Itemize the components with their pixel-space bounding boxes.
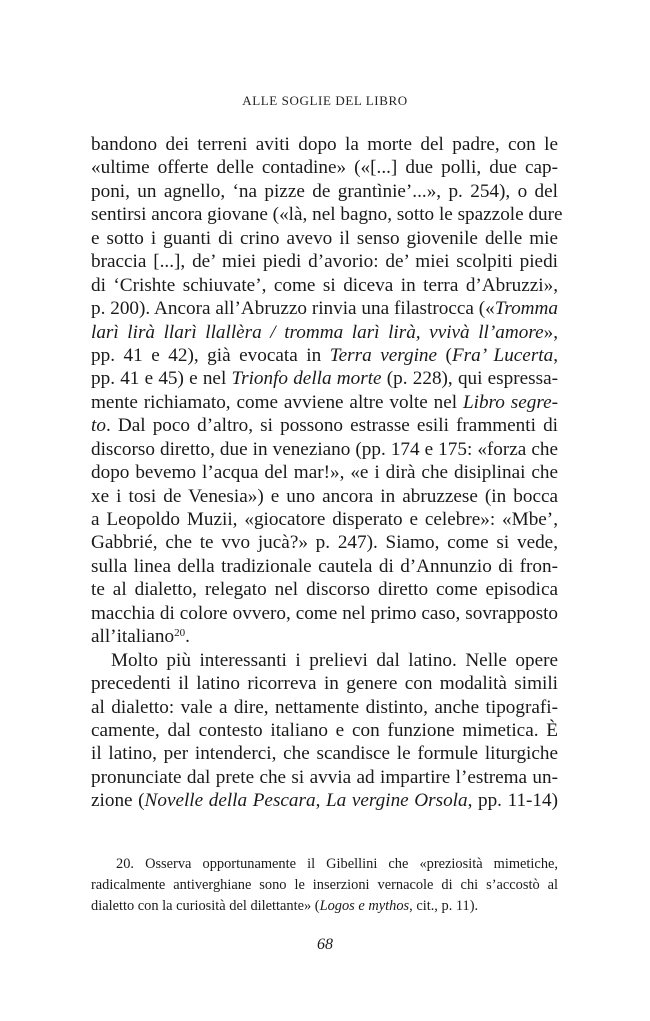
text-line [91,649,558,672]
text-line [91,367,558,390]
italic-run: to [91,415,106,437]
italic-run: Libro segre- [462,391,558,413]
text-line [91,672,558,695]
text-run: sulla linea della tradizionale cautela di d’Annunzio di fron- [91,555,558,577]
text-run: , pp. 11-14) [467,790,559,812]
italic-run: larì lirà llarì llallèra / tromma larì lirà, vvivà ll’amore [91,321,544,343]
text-run: . Dal poco d’altro, si possono estrasse esili frammenti di [105,415,558,437]
text-run: all’italiano [91,626,175,648]
text-line [91,508,558,531]
text-line [91,766,558,789]
text-line [91,555,558,578]
text-line [91,461,558,484]
text-run: e sotto i guanti di crino avevo il senso giovenile delle mie [91,227,558,249]
text-run: xe i tosi de Venesia») e uno ancora in abruzzese (in bocca [91,485,558,507]
text-run: zione ( [91,790,145,812]
text-line [91,485,558,508]
text-run: », [543,321,558,343]
italic-run: Novelle della Pescara [144,790,316,812]
text-line [91,742,558,765]
text-run: Gabbrié, che te vvo jucà?» p. 247). Siamo, come si vede, [91,532,558,554]
text-line [91,180,558,203]
text-line [91,602,558,625]
body-text [91,133,563,813]
text-run: macchia di colore ovvero, come nel primo caso, sovrapposto [91,602,558,624]
italic-run: La vergine Orsola [326,790,468,812]
text-run: dialetto con la curiosità del dilettante» ( [91,898,320,914]
text-line [91,274,558,297]
text-run: pronunciate dal prete che si avvia ad impartire l’estrema un- [91,766,558,788]
text-line [91,625,558,648]
text-run: pp. 41 e 45) e nel [91,368,232,390]
text-line [91,719,558,742]
text-line [91,227,558,250]
text-line [91,578,558,601]
text-line [91,414,558,437]
text-run: p. 200). Ancora all’Abruzzo rinvia una filastrocca (« [91,298,495,320]
text-run: pp. 41 e 42), già evocata in [91,344,330,366]
page-number: 68 [317,936,333,953]
italic-run: Fra’ Lucerta [451,344,554,366]
text-run: bandono dei terreni aviti dopo la morte del padre, con le [91,134,558,155]
text-line [91,696,558,719]
footnote [91,854,558,917]
text-run: , [553,344,559,366]
text-run: braccia [...], de’ miei piedi d’avorio: de’ miei scolpiti piedi [91,251,558,273]
text-run: al dialetto: vale a dire, nettamente distinto, anche tipografi- [91,696,558,718]
text-line [91,156,558,179]
text-run: a Leopoldo Muzii, «giocatore disperato e celebre»: «Mbe’, [91,509,558,530]
footnote-line [91,854,558,875]
text-run: dopo bevemo l’acqua del mar!», «e i dirà che disiplinai che [91,462,558,484]
text-line [91,789,558,812]
text-run: , cit., p. 11). [409,898,479,914]
text-line [91,250,558,273]
running-head: ALLE SOGLIE DEL LIBRO [242,93,408,108]
text-run: camente, dal contesto italiano e con funzione mimetica. È [91,719,558,741]
text-run: (p. 228), qui espressa- [381,368,558,390]
footnote-line [91,875,558,896]
text-run: , [315,790,326,812]
footnote-ref: 20 [174,627,186,640]
text-run: poni, un agnello, ‘na pizze de grantìnie’...», p. 254), o del [91,180,558,202]
text-run: . [185,626,190,648]
italic-run: Trionfo della morte [231,368,382,390]
text-run: 20. Osserva opportunamente il Gibellini che «preziosità mimetiche, [116,856,558,872]
text-line [91,133,558,156]
italic-run: Terra vergine [329,344,438,366]
text-run: «ultime offerte delle contadine» («[...] due polli, due cap- [91,157,558,179]
text-line [91,391,558,414]
text-run: ( [437,344,452,366]
text-run: di ‘Crishte schiuvate’, come si diceva in terra d’Abruzzi», [91,274,558,296]
text-run: precedenti il latino ricorreva in genere con modalità simili [91,673,558,695]
text-line [91,203,563,226]
text-run: mente richiamato, come avviene altre volte nel [91,391,463,413]
text-line [91,297,558,320]
text-run: radicalmente antiverghiane sono le inserzioni vernacole di chi s’accostò al [91,877,558,893]
italic-run: Tromma [494,298,558,320]
text-line [91,438,558,461]
text-run: discorso diretto, due in veneziano (pp. 174 e 175: «forza che [91,438,558,460]
text-run: Molto più interessanti i prelievi dal latino. Nelle opere [111,649,558,671]
italic-run: Logos e mythos [319,898,410,914]
text-line [91,344,558,367]
text-line [91,321,558,344]
text-run: il latino, per intenderci, che scandisce le formule liturgiche [91,743,558,765]
footnote-line [91,896,558,917]
text-run: sentirsi ancora giovane («là, nel bagno, sotto le spazzole dure [91,204,563,226]
text-run: te al dialetto, relegato nel discorso diretto come episodica [91,579,558,601]
text-line [91,531,558,554]
